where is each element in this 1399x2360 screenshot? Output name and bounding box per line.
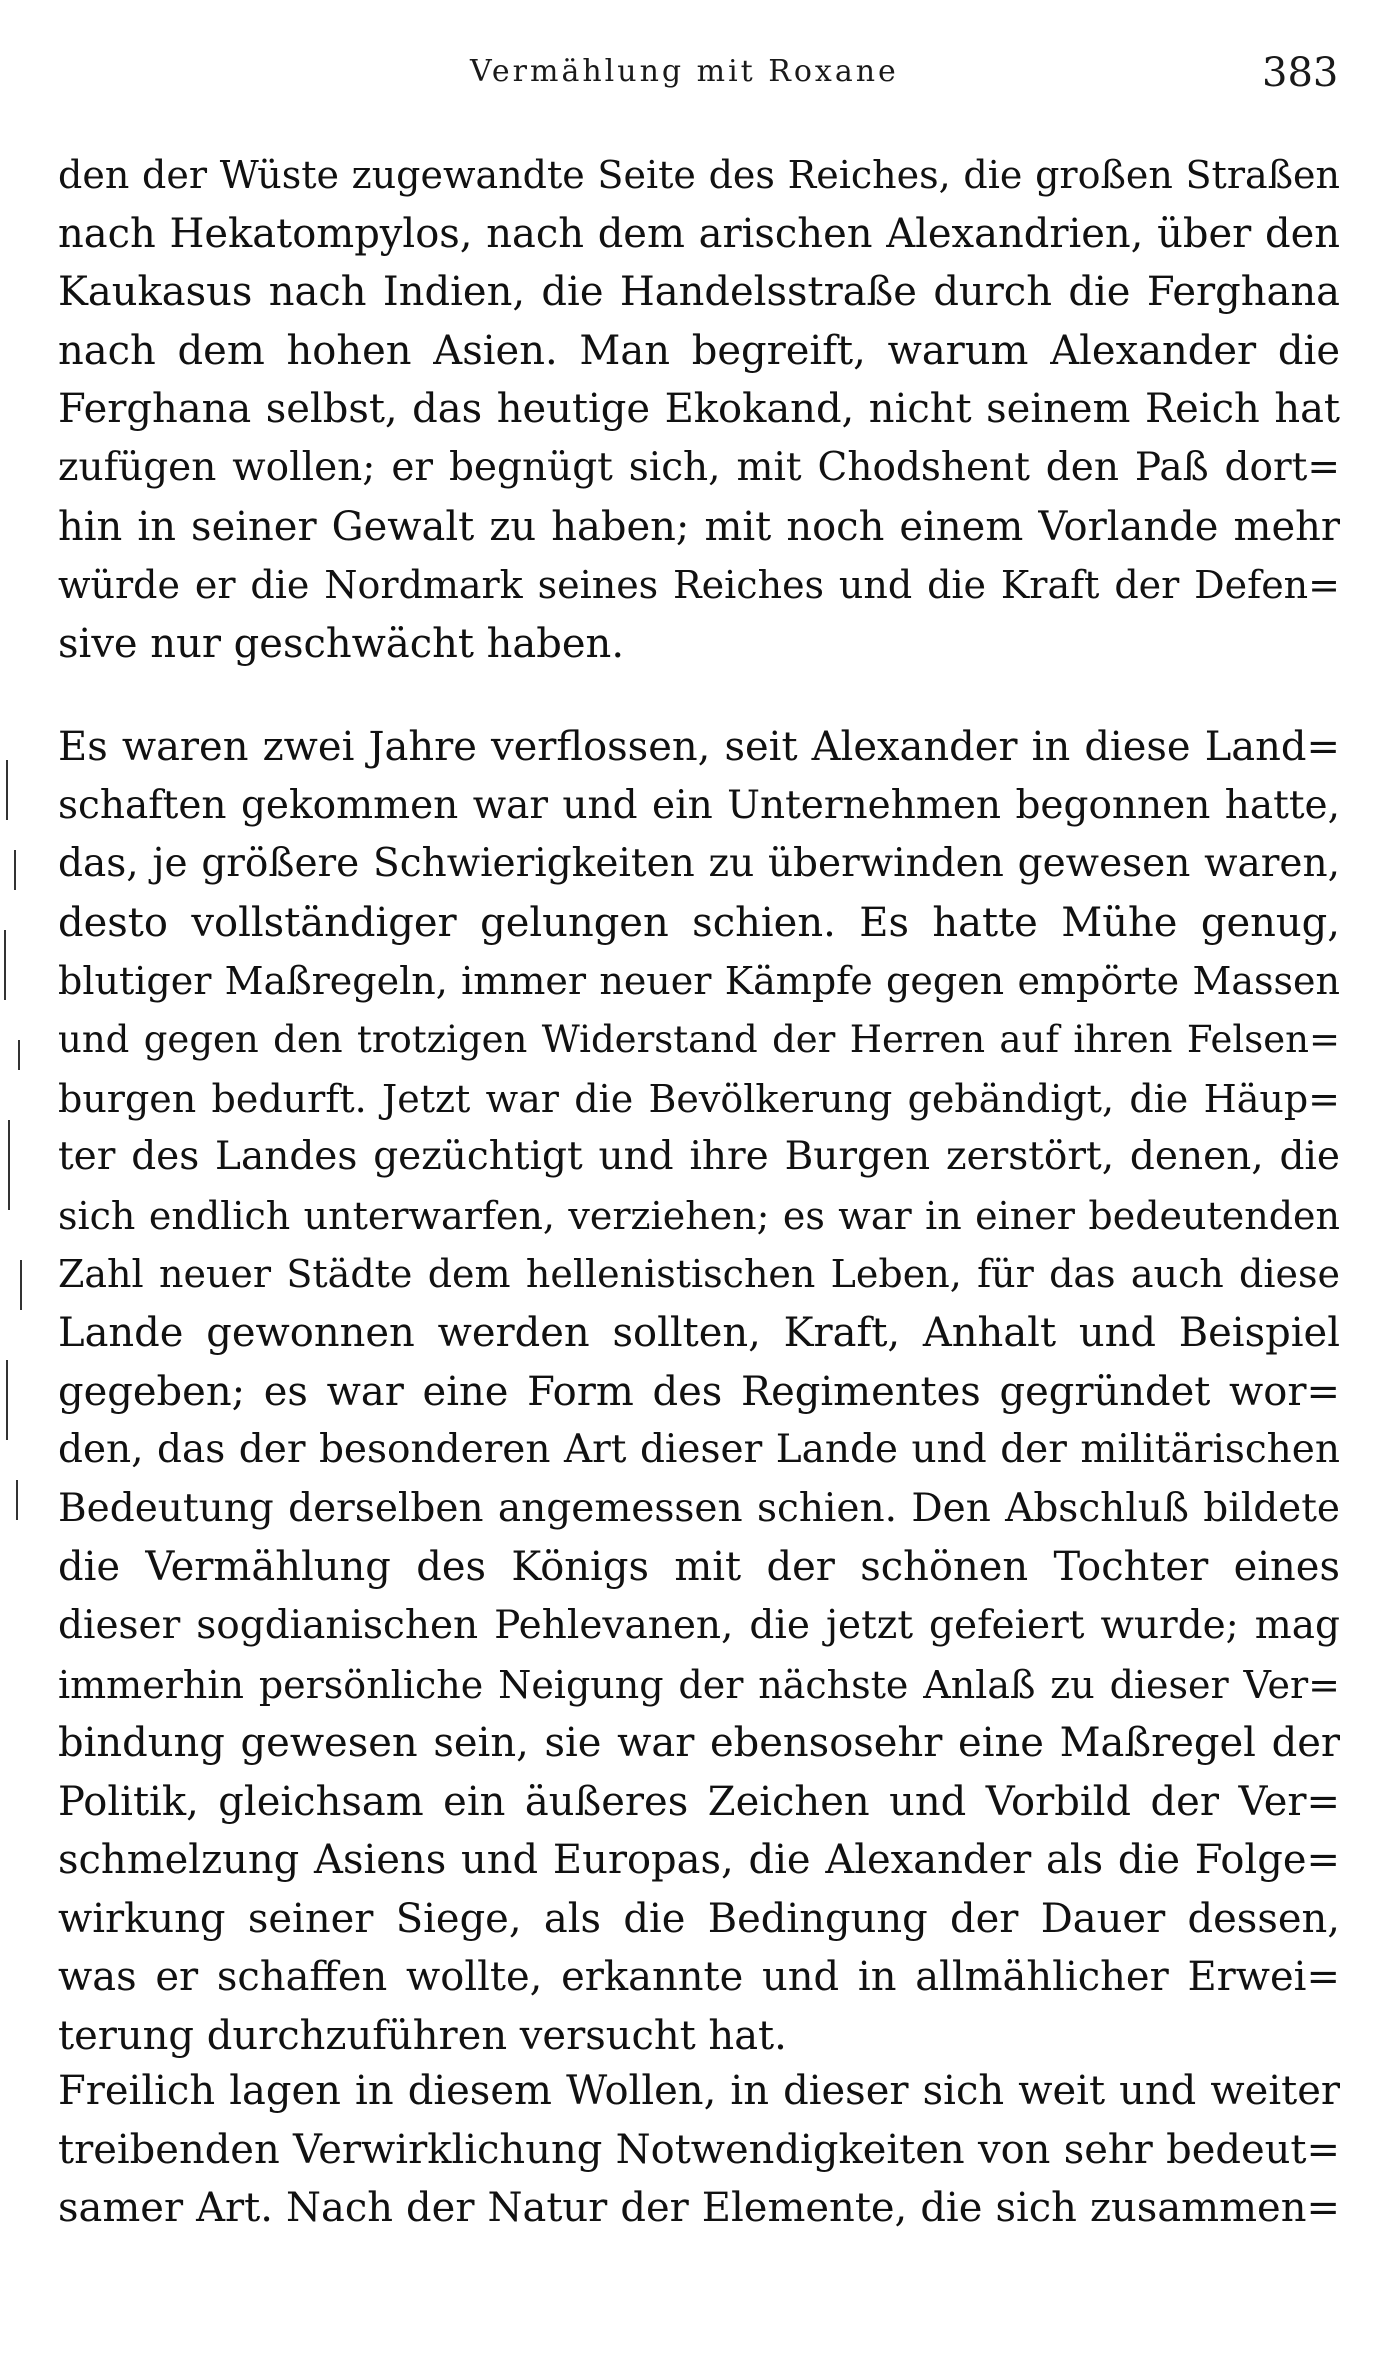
text-line: Bedeutung derselben angemessen schien. Den Abschluß bildete bbox=[58, 1485, 1340, 1531]
text-line: samer Art. Nach der Natur der Elemente, die sich zusammen= bbox=[58, 2185, 1340, 2232]
text-line: terung durchzuführen versucht hat. bbox=[58, 2013, 787, 2060]
paragraph-3 bbox=[58, 2062, 1340, 2238]
text-line: treibenden Verwirklichung Notwendigkeiten von sehr bedeut= bbox=[58, 2126, 1340, 2173]
running-title: Vermählung mit Roxane bbox=[470, 54, 899, 89]
text-line: Es waren zwei Jahre verflossen, seit Alexander in diese Land= bbox=[58, 724, 1340, 770]
text-line: sich endlich unterwarfen, verziehen; es war in einer bedeutenden bbox=[58, 1193, 1340, 1238]
text-line: das, je größere Schwierigkeiten zu überwinden gewesen waren, bbox=[58, 841, 1340, 887]
text-line: Politik, gleichsam ein äußeres Zeichen und Vorbild der Ver= bbox=[58, 1778, 1340, 1825]
text-line: schaften gekommen war und ein Unternehmen begonnen hatte, bbox=[58, 782, 1340, 828]
text-line: burgen bedurft. Jetzt war die Bevölkerung gebändigt, die Häup= bbox=[58, 1076, 1340, 1121]
text-line: Kaukasus nach Indien, die Handelsstraße durch die Ferghana bbox=[58, 269, 1340, 316]
text-line: desto vollständiger gelungen schien. Es hatte Mühe genug, bbox=[58, 899, 1340, 946]
text-line: bindung gewesen sein, sie war ebensosehr eine Maßregel der bbox=[58, 1720, 1340, 1767]
text-line: dieser sogdianischen Pehlevanen, die jetzt gefeiert wurde; mag bbox=[58, 1602, 1340, 1648]
text-line: hin in seiner Gewalt zu haben; mit noch einem Vorlande mehr bbox=[58, 503, 1340, 550]
paragraph-2 bbox=[58, 718, 1340, 2066]
text-line: den der Wüste zugewandte Seite des Reiches, die großen Straßen bbox=[58, 153, 1340, 197]
text-line: nach dem hohen Asien. Man begreift, warum Alexander die bbox=[58, 327, 1340, 374]
text-line: Zahl neuer Städte dem hellenistischen Leben, für das auch diese bbox=[58, 1252, 1340, 1297]
text-line: sive nur geschwächt haben. bbox=[58, 620, 625, 667]
text-line: wirkung seiner Siege, als die Bedingung der Dauer dessen, bbox=[58, 1895, 1340, 1942]
text-line: Ferghana selbst, das heutige Ekokand, nicht seinem Reich hat bbox=[58, 386, 1340, 433]
running-head bbox=[0, 50, 1399, 100]
text-line: die Vermählung des Königs mit der schönen Tochter eines bbox=[58, 1544, 1340, 1591]
text-line: blutiger Maßregeln, immer neuer Kämpfe gegen empörte Massen bbox=[58, 959, 1340, 1004]
text-line: würde er die Nordmark seines Reiches und die Kraft der Defen= bbox=[58, 563, 1340, 608]
text-line: ter des Landes gezüchtigt und ihre Burgen zerstört, denen, die bbox=[58, 1134, 1340, 1180]
paragraph-1 bbox=[58, 146, 1340, 673]
text-line: nach Hekatompylos, nach dem arischen Alexandrien, über den bbox=[58, 210, 1340, 257]
text-line: was er schaffen wollte, erkannte und in allmählicher Erwei= bbox=[58, 1954, 1340, 2001]
text-line: und gegen den trotzigen Widerstand der Herren auf ihren Felsen= bbox=[58, 1017, 1340, 1061]
page-number: 383 bbox=[1262, 50, 1339, 96]
text-line: den, das der besonderen Art dieser Lande und der militärischen bbox=[58, 1427, 1340, 1473]
text-line: gegeben; es war eine Form des Regimentes gegründet wor= bbox=[58, 1368, 1340, 1415]
text-line: immerhin persönliche Neigung der nächste Anlaß zu dieser Ver= bbox=[58, 1662, 1340, 1707]
gutter-scan-marks bbox=[0, 760, 40, 1560]
text-line: schmelzung Asiens und Europas, die Alexander als die Folge= bbox=[58, 1837, 1340, 1884]
text-line: zufügen wollen; er begnügt sich, mit Chodshent den Paß dort= bbox=[58, 444, 1340, 490]
text-line: Freilich lagen in diesem Wollen, in dieser sich weit und weiter bbox=[58, 2068, 1340, 2114]
text-line: Lande gewonnen werden sollten, Kraft, Anhalt und Beispiel bbox=[58, 1309, 1340, 1356]
